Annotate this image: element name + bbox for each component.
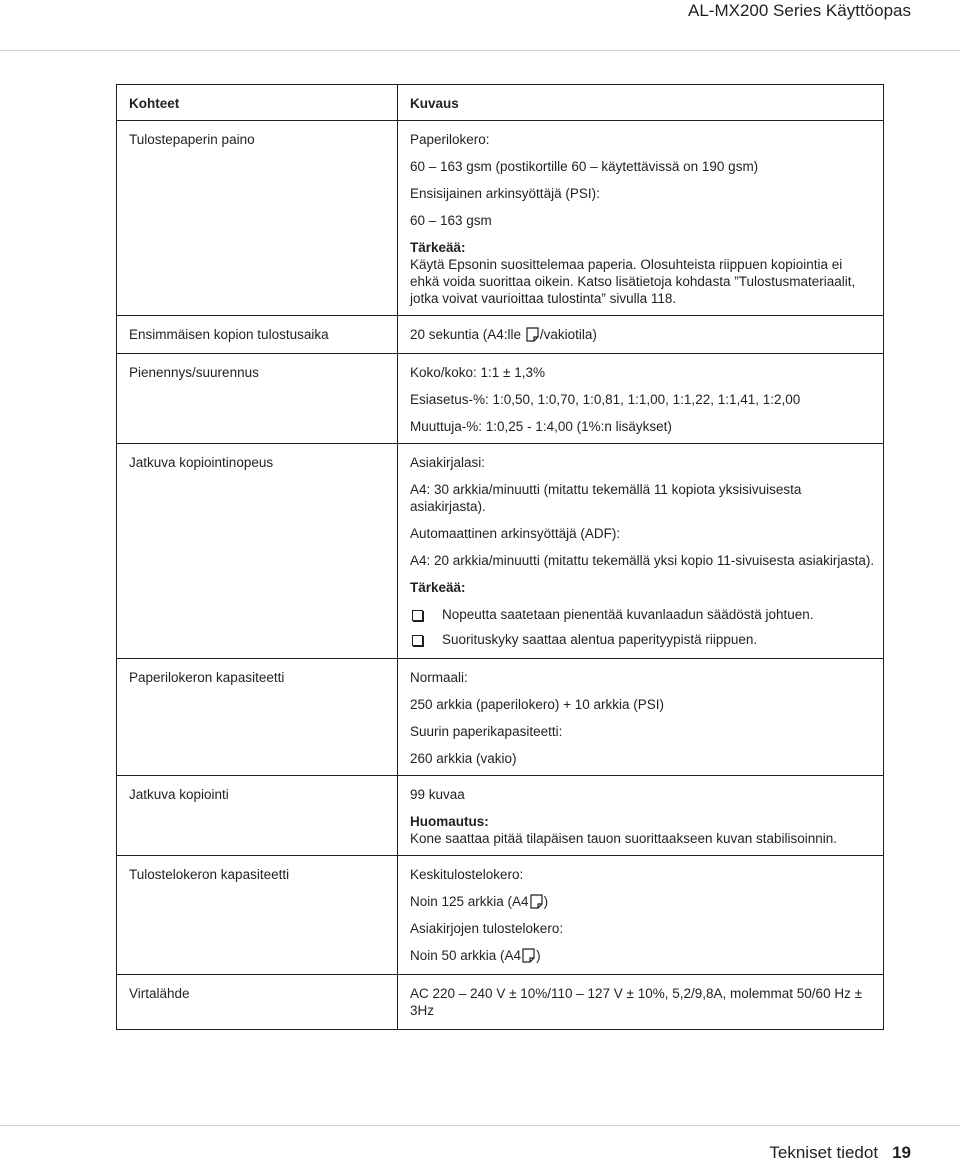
row-value — [398, 316, 884, 354]
table-row — [117, 659, 884, 776]
table-row — [117, 354, 884, 444]
checkbox-bullet-icon — [412, 635, 423, 646]
column-header-items: Kohteet — [117, 85, 398, 121]
text-line: Suurin paperikapasiteetti: — [410, 724, 563, 739]
row-value — [398, 444, 884, 659]
row-value — [398, 776, 884, 856]
row-value — [398, 856, 884, 975]
text-fragment: Noin 125 arkkia (A4 — [410, 894, 529, 909]
text-line: 250 arkkia (paperilokero) + 10 arkkia (PSI) — [410, 697, 664, 712]
text-line: A4: 20 arkkia/minuutti (mitattu tekemällä yksi kopio 11-sivuisesta asiakirjasta). — [410, 553, 875, 568]
specifications-table — [116, 84, 884, 1030]
row-key: Paperilokeron kapasiteetti — [117, 659, 398, 776]
section-name: Tekniset tiedot — [769, 1143, 879, 1162]
row-key: Tulostepaperin paino — [117, 121, 398, 316]
text-line: 60 – 163 gsm (postikortille 60 – käytettävissä on 190 gsm) — [410, 159, 759, 174]
important-note: Käytä Epsonin suosittelemaa paperia. Olosuhteista riippuen kopiointia ei ehkä voida suorittaa oikein. Katso lisätietoja kohdasta ”Tulostusmateriaalit, jotka voivat vaurioittaa tulostinta” sivulla 118. — [410, 257, 856, 306]
bullet-item — [410, 631, 875, 648]
table-row — [117, 316, 884, 354]
portrait-page-icon — [526, 327, 539, 342]
checkbox-bullet-icon — [412, 610, 423, 621]
page-number: 19 — [892, 1143, 911, 1162]
row-value — [398, 121, 884, 316]
portrait-page-icon — [522, 948, 535, 963]
page-header — [0, 0, 960, 50]
text-line: Paperilokero: — [410, 132, 490, 147]
row-key: Ensimmäisen kopion tulostusaika — [117, 316, 398, 354]
page-footer — [769, 1142, 911, 1163]
row-key: Virtalähde — [117, 975, 398, 1030]
row-value — [398, 975, 884, 1030]
table-row — [117, 975, 884, 1030]
table-row — [117, 444, 884, 659]
text-line: Asiakirjalasi: — [410, 455, 486, 470]
row-key: Jatkuva kopiointinopeus — [117, 444, 398, 659]
column-header-description: Kuvaus — [398, 85, 884, 121]
text-line: Koko/koko: 1:1 ± 1,3% — [410, 365, 545, 380]
important-label: Tärkeää: — [410, 240, 466, 255]
portrait-page-icon — [530, 894, 543, 909]
text-line: A4: 30 arkkia/minuutti (mitattu tekemällä 11 kopiota yksisivuisesta asiakirjasta). — [410, 482, 802, 514]
text-fragment: 20 sekuntia (A4:lle — [410, 327, 525, 342]
text-line: Esiasetus-%: 1:0,50, 1:0,70, 1:0,81, 1:1,00, 1:1,22, 1:1,41, 1:2,00 — [410, 392, 801, 407]
row-key: Jatkuva kopiointi — [117, 776, 398, 856]
text-fragment: /vakiotila) — [539, 327, 597, 342]
row-key: Pienennys/suurennus — [117, 354, 398, 444]
important-label: Tärkeää: — [410, 580, 466, 595]
text-line: Ensisijainen arkinsyöttäjä (PSI): — [410, 186, 600, 201]
bullet-item — [410, 606, 875, 623]
table-header-row — [117, 85, 884, 121]
text-fragment: Noin 50 arkkia (A4 — [410, 948, 522, 963]
header-divider — [0, 50, 960, 51]
table-row — [117, 121, 884, 316]
bullet-text: Nopeutta saatetaan pienentää kuvanlaadun säädöstä johtuen. — [442, 607, 814, 622]
text-line: Asiakirjojen tulostelokero: — [410, 921, 564, 936]
text-line: Muuttuja-%: 1:0,25 - 1:4,00 (1%:n lisäykset) — [410, 419, 672, 434]
bullet-text: Suorituskyky saattaa alentua paperityypistä riippuen. — [442, 632, 758, 647]
note-text: Kone saattaa pitää tilapäisen tauon suorittaakseen kuvan stabilisoinnin. — [410, 831, 838, 846]
text-line: AC 220 – 240 V ± 10%/110 – 127 V ± 10%, 5,2/9,8A, molemmat 50/60 Hz ± 3Hz — [410, 986, 862, 1018]
note-label: Huomautus: — [410, 814, 489, 829]
footer-divider — [0, 1125, 960, 1126]
table-row — [117, 856, 884, 975]
text-line — [410, 947, 875, 964]
row-value — [398, 354, 884, 444]
row-value — [398, 659, 884, 776]
text-line: 60 – 163 gsm — [410, 213, 492, 228]
text-line: Normaali: — [410, 670, 468, 685]
row-key: Tulostelokeron kapasiteetti — [117, 856, 398, 975]
text-line: Automaattinen arkinsyöttäjä (ADF): — [410, 526, 621, 541]
text-line — [410, 893, 875, 910]
text-line: 99 kuvaa — [410, 787, 465, 802]
document-title: AL-MX200 Series Käyttöopas — [687, 1, 911, 20]
text-fragment: ) — [543, 894, 549, 909]
text-fragment: ) — [536, 948, 541, 963]
text-line: 260 arkkia (vakio) — [410, 751, 517, 766]
text-line: Keskitulostelokero: — [410, 867, 524, 882]
table-row — [117, 776, 884, 856]
